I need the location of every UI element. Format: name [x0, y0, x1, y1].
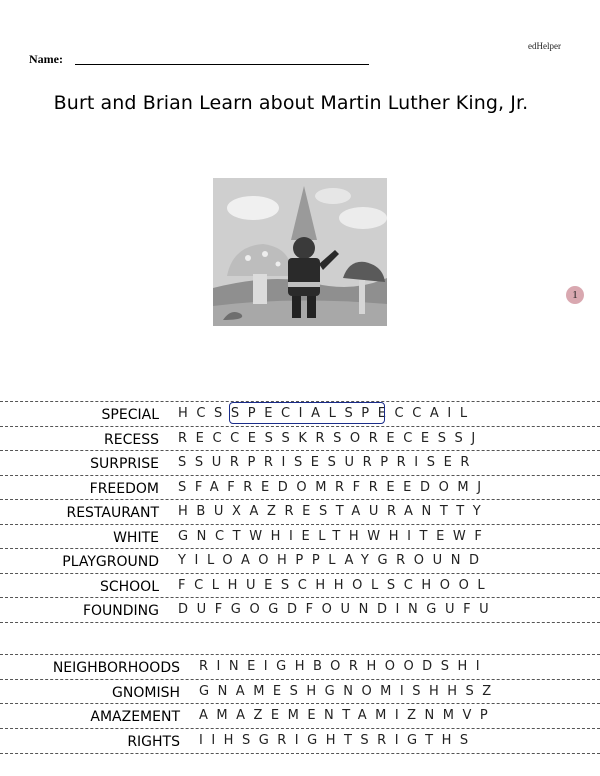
puzzle-word: SCHOOL: [99, 579, 159, 595]
puzzle-row: [0, 728, 600, 754]
puzzle-row: [0, 548, 600, 573]
puzzle-word: RESTAURANT: [66, 505, 159, 521]
puzzle-row: [0, 573, 600, 598]
puzzle-word: FREEDOM: [89, 481, 159, 497]
puzzle-word: FOUNDING: [82, 603, 159, 619]
letter-row: SFAFREDOMRFREEDOMJ: [178, 480, 490, 495]
puzzle-row: [0, 426, 600, 451]
letter-row: YILOAOHPPLAYGROUND: [178, 553, 488, 568]
letter-row: RECCESSKRSORECESSJ: [178, 431, 484, 446]
puzzle-word: GNOMISH: [112, 685, 180, 701]
puzzle-row: [0, 450, 600, 475]
letter-row: HCSSPECIALSPECCAIL: [178, 406, 476, 421]
puzzle-word: PLAYGROUND: [62, 554, 159, 570]
name-label: Name:: [29, 52, 63, 66]
letter-row: DUFGOGDFOUNDINGUFU: [178, 602, 498, 617]
letter-row: FCLHUESCHHOLSCHOOL: [178, 578, 494, 593]
letter-row: RINEIGHBORHOODSHI: [199, 659, 489, 674]
puzzle-word: RECESS: [104, 432, 159, 448]
gnome-with-mushrooms-picture: [213, 178, 387, 326]
puzzle-row: [0, 654, 600, 679]
letter-row: GNAMESHGNOMISHHSZ: [199, 684, 500, 699]
found-word-highlight: [229, 402, 385, 424]
puzzle-word: AMAZEMENT: [90, 709, 180, 725]
letter-row: SSURPRISESURPRISER: [178, 455, 479, 470]
brand-label: edHelper: [528, 41, 561, 51]
puzzle-row: [0, 475, 600, 500]
puzzle-word: SURPRISE: [90, 456, 159, 472]
letter-row: AMAZEMENTAMIZNMVP: [199, 708, 497, 723]
puzzle-row: [0, 679, 600, 704]
letter-row: IIHSGRIGHTSRIGTHS: [199, 733, 477, 748]
puzzle-word: NEIGHBORHOODS: [52, 660, 180, 676]
puzzle-row: [0, 499, 600, 524]
name-input-line[interactable]: [75, 64, 369, 65]
puzzle-row: [0, 597, 600, 623]
puzzle-row: [0, 703, 600, 728]
letter-row: HBUXAZRESTAURANTTY: [178, 504, 490, 519]
letter-row: GNCTWHIELTHWHITEWF: [178, 529, 491, 544]
puzzle-word: SPECIAL: [101, 407, 159, 423]
puzzle-word: RIGHTS: [127, 734, 180, 750]
puzzle-row: [0, 524, 600, 549]
page-number-badge: 1: [566, 286, 584, 304]
page-title: Burt and Brian Learn about Martin Luther King, Jr.: [53, 92, 529, 114]
puzzle-word: WHITE: [113, 530, 159, 546]
